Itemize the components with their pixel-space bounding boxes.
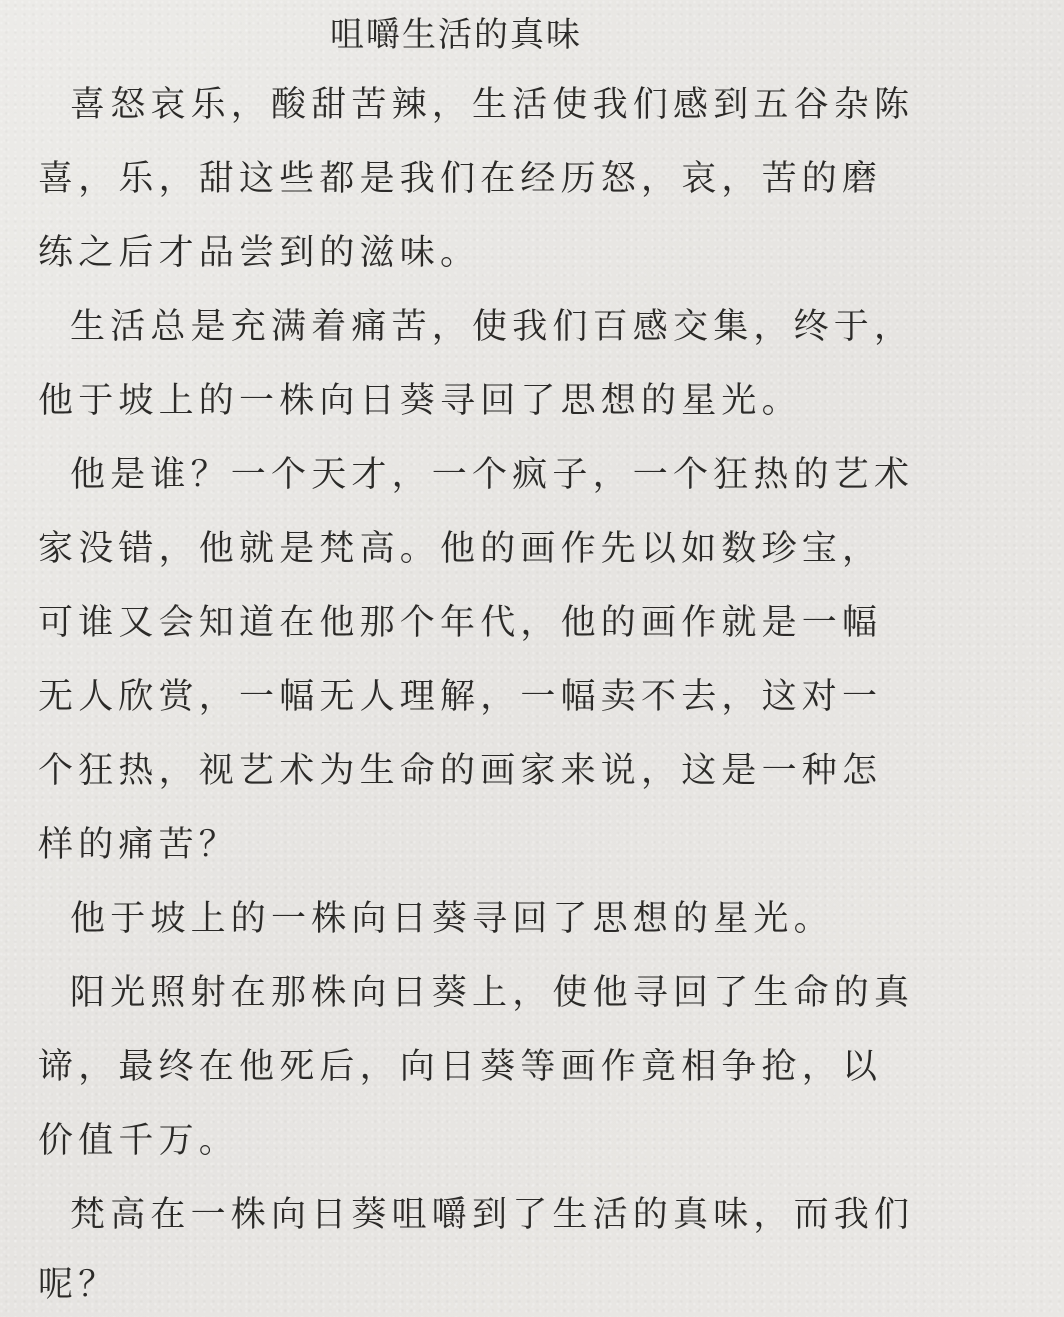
text-line: 呢？ xyxy=(38,1265,119,1305)
text-line: 生活总是充满着痛苦，使我们百感交集，终于， xyxy=(70,307,915,347)
text-line: 练之后才品尝到的滋味。 xyxy=(38,233,481,273)
text-line: 梵高在一株向日葵咀嚼到了生活的真味，而我们 xyxy=(70,1195,915,1235)
text-line: 喜怒哀乐，酸甜苦辣，生活使我们感到五谷杂陈 xyxy=(70,85,915,125)
text-line: 喜，乐，甜这些都是我们在经历怒，哀，苦的磨 xyxy=(38,159,883,199)
text-line: 他于坡上的一株向日葵寻回了思想的星光。 xyxy=(70,899,834,939)
text-line: 可谁又会知道在他那个年代，他的画作就是一幅 xyxy=(38,603,883,643)
text-line: 价值千万。 xyxy=(38,1121,240,1161)
essay-title: 咀嚼生活的真味 xyxy=(330,15,582,55)
text-line: 无人欣赏，一幅无人理解，一幅卖不去，这对一 xyxy=(38,677,883,717)
text-line: 个狂热，视艺术为生命的画家来说，这是一种怎 xyxy=(38,751,883,791)
text-line: 他是谁？一个天才，一个疯子，一个狂热的艺术 xyxy=(70,455,915,495)
text-line: 谛，最终在他死后，向日葵等画作竟相争抢，以 xyxy=(38,1047,883,1087)
text-line: 家没错，他就是梵高。他的画作先以如数珍宝， xyxy=(38,529,883,569)
text-line: 样的痛苦？ xyxy=(38,825,240,865)
text-line: 他于坡上的一株向日葵寻回了思想的星光。 xyxy=(38,381,802,421)
text-line: 阳光照射在那株向日葵上，使他寻回了生命的真 xyxy=(70,973,915,1013)
